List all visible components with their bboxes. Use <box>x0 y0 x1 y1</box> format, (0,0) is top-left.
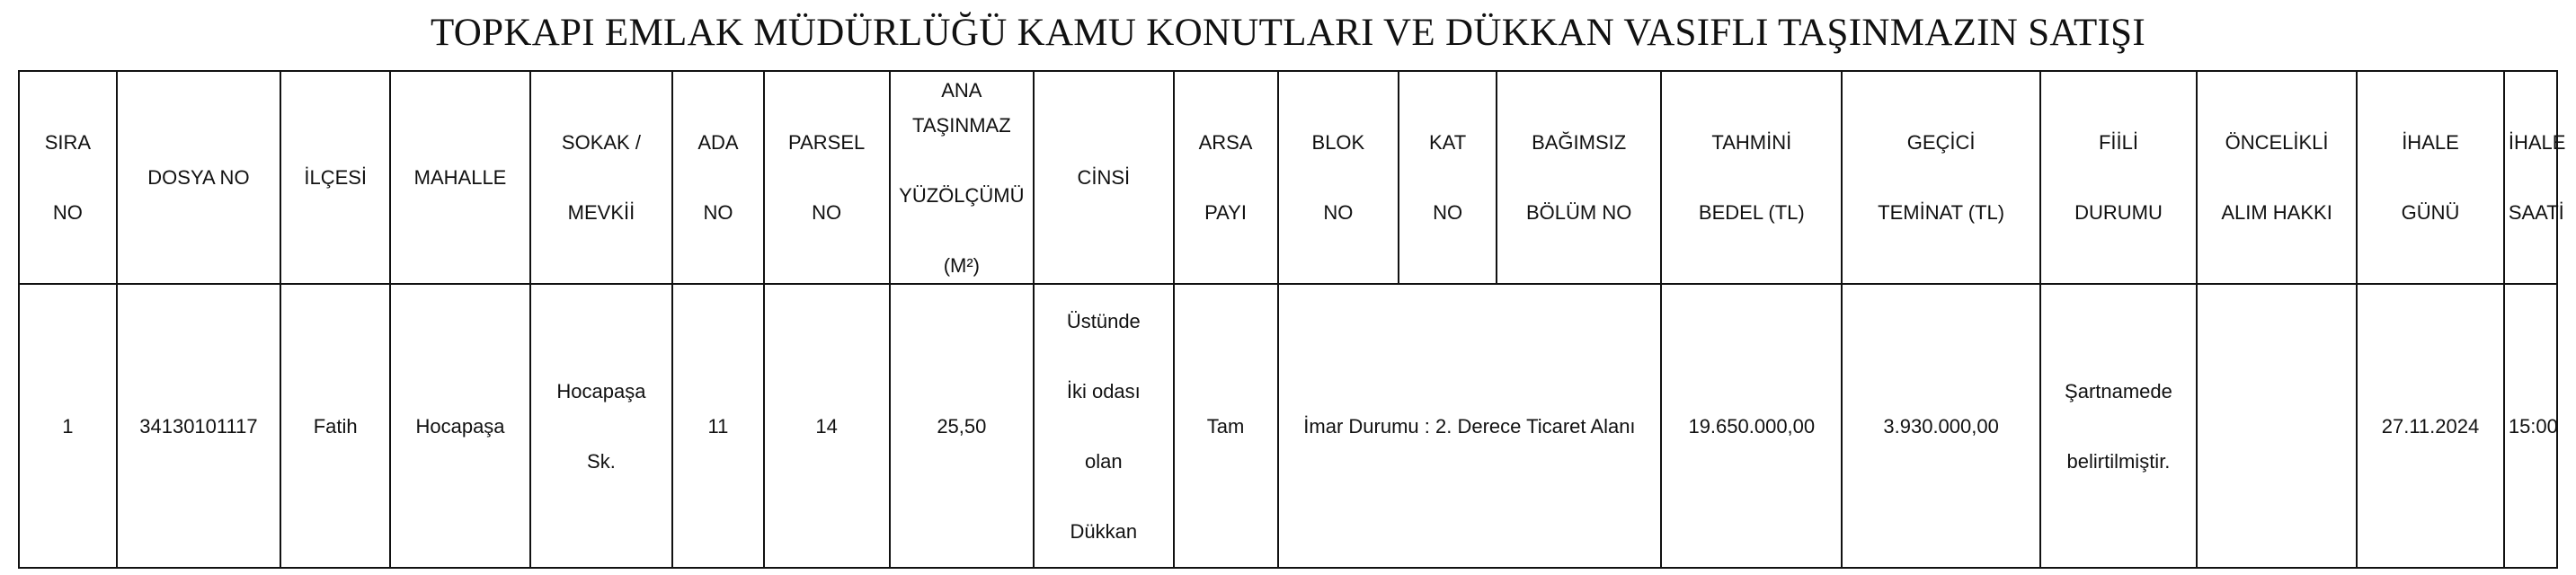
header-parsel-no: PARSEL NO <box>764 71 890 284</box>
cell-imar-durumu: İmar Durumu : 2. Derece Ticaret Alanı <box>1278 284 1662 568</box>
header-mahalle: MAHALLE <box>390 71 529 284</box>
cell-sokak: Hocapaşa Sk. <box>530 284 673 568</box>
table-row <box>19 284 2557 568</box>
header-ihale-saati: İHALE SAATİ <box>2504 71 2557 284</box>
sale-table <box>18 70 2566 569</box>
cell-tahmini-bedel: 19.650.000,00 <box>1661 284 1842 568</box>
header-sokak: SOKAK / MEVKİİ <box>530 71 673 284</box>
cell-gecici-teminat: 3.930.000,00 <box>1842 284 2040 568</box>
cell-arsa-payi: Tam <box>1174 284 1278 568</box>
cell-yuzolcumu: 25,50 <box>890 284 1035 568</box>
header-row <box>19 71 2557 284</box>
cell-ilcesi: Fatih <box>280 284 390 568</box>
header-gecici-teminat: GEÇİCİ TEMİNAT (TL) <box>1842 71 2040 284</box>
header-yuzolcumu: ANA TAŞINMAZ YÜZÖLÇÜMÜ (M²) <box>890 71 1035 284</box>
cell-ihale-gunu: 27.11.2024 <box>2357 284 2504 568</box>
header-ada-no: ADA NO <box>672 71 764 284</box>
cell-sira-no: 1 <box>19 284 117 568</box>
cell-fiili-durumu: Şartnamede belirtilmiştir. <box>2040 284 2197 568</box>
cell-parsel-no: 14 <box>764 284 890 568</box>
header-ihale-gunu: İHALE GÜNÜ <box>2357 71 2504 284</box>
header-ilcesi: İLÇESİ <box>280 71 390 284</box>
cell-ada-no: 11 <box>672 284 764 568</box>
header-oncelikli-alim: ÖNCELİKLİ ALIM HAKKI <box>2197 71 2357 284</box>
header-cinsi: CİNSİ <box>1034 71 1173 284</box>
cell-dosya-no: 34130101117 <box>117 284 280 568</box>
cell-mahalle: Hocapaşa <box>390 284 529 568</box>
cell-oncelikli-alim <box>2197 284 2357 568</box>
header-tahmini-bedel: TAHMİNİ BEDEL (TL) <box>1661 71 1842 284</box>
header-kat-no: KAT NO <box>1399 71 1497 284</box>
header-dosya-no: DOSYA NO <box>117 71 280 284</box>
cell-ihale-saati: 15:00 <box>2504 284 2557 568</box>
header-fiili-durumu: FİİLİ DURUMU <box>2040 71 2197 284</box>
header-sira-no: SIRA NO <box>19 71 117 284</box>
header-arsa-payi: ARSA PAYI <box>1174 71 1278 284</box>
header-blok-no: BLOK NO <box>1278 71 1399 284</box>
header-bagimsiz-bolum: BAĞIMSIZ BÖLÜM NO <box>1497 71 1661 284</box>
page-title: TOPKAPI EMLAK MÜDÜRLÜĞÜ KAMU KONUTLARI VE DÜKKAN VASIFLI TAŞINMAZIN SATIŞI <box>430 12 2146 54</box>
cell-cinsi: Üstünde İki odası olan Dükkan <box>1034 284 1173 568</box>
